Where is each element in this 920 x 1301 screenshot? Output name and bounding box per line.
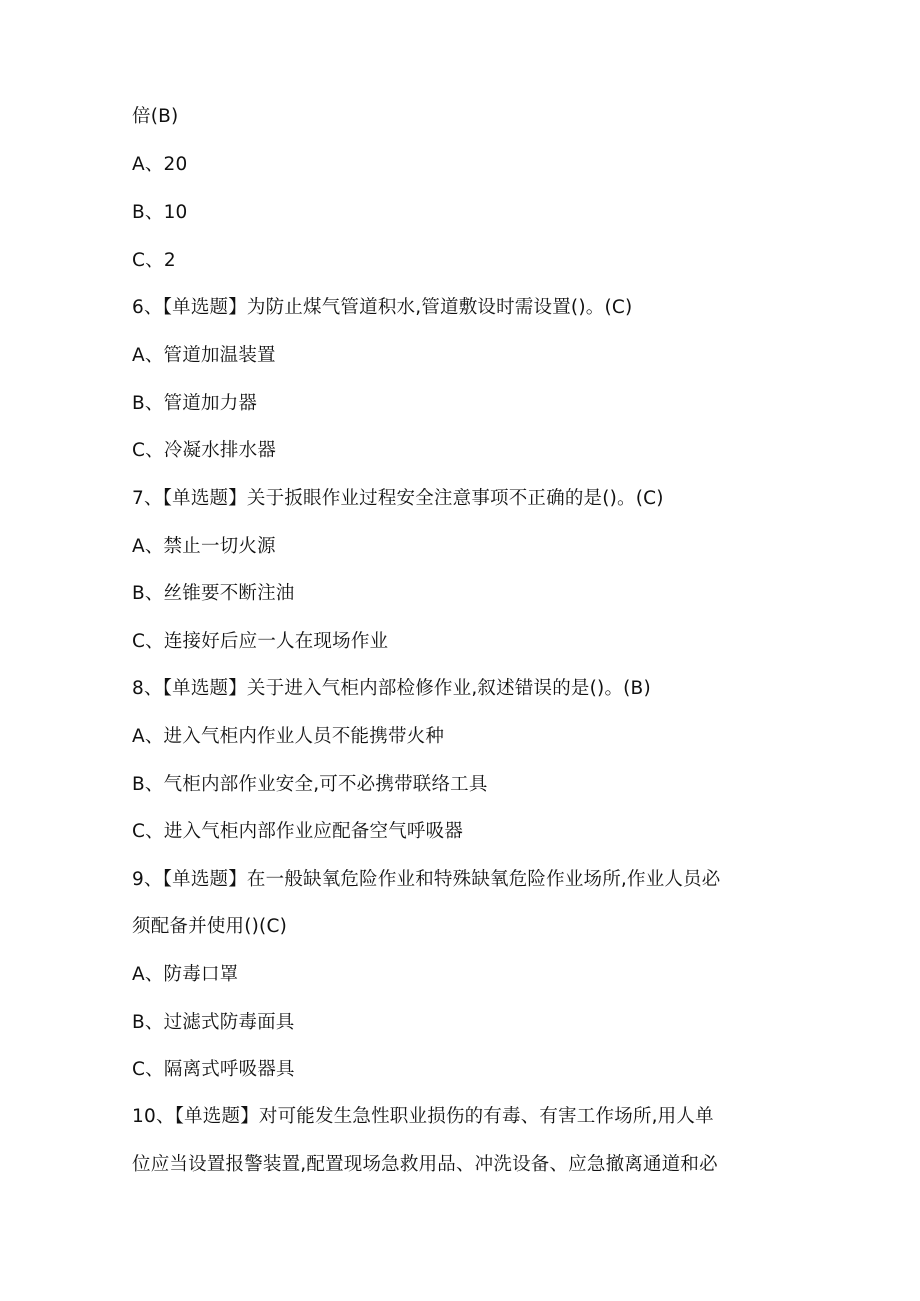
question-line: 8、【单选题】关于进入气柜内部检修作业,叙述错误的是()。(B): [132, 678, 651, 699]
text-line: B、丝锥要不断注油: [132, 583, 295, 604]
question-line: 9、【单选题】在一般缺氧危险作业和特殊缺氧危险作业场所,作业人员必: [132, 869, 721, 890]
text-line: C、连接好后应一人在现场作业: [132, 631, 389, 652]
text-line: C、冷凝水排水器: [132, 440, 277, 461]
text-line: C、2: [132, 250, 176, 271]
question-line: 7、【单选题】关于扳眼作业过程安全注意事项不正确的是()。(C): [132, 488, 664, 509]
question-line: 10、【单选题】对可能发生急性职业损伤的有毒、有害工作场所,用人单: [132, 1106, 714, 1127]
text-line: A、20: [132, 154, 188, 175]
question-line: 位应当设置报警装置,配置现场急救用品、冲洗设备、应急撤离通道和必: [132, 1154, 718, 1175]
text-line: A、禁止一切火源: [132, 536, 276, 557]
text-line: B、气柜内部作业安全,可不必携带联络工具: [132, 774, 488, 795]
text-line: C、隔离式呼吸器具: [132, 1059, 295, 1080]
text-line: A、管道加温装置: [132, 345, 276, 366]
text-line: B、过滤式防毒面具: [132, 1012, 295, 1033]
text-line: B、10: [132, 202, 188, 223]
question-line: 6、【单选题】为防止煤气管道积水,管道敷设时需设置()。(C): [132, 297, 633, 318]
text-line: B、管道加力器: [132, 393, 258, 414]
text-line: A、进入气柜内作业人员不能携带火种: [132, 726, 445, 747]
text-line: 倍(B): [132, 106, 179, 127]
question-line: 须配备并使用()(C): [132, 916, 287, 937]
text-line: C、进入气柜内部作业应配备空气呼吸器: [132, 821, 464, 842]
text-line: A、防毒口罩: [132, 964, 239, 985]
